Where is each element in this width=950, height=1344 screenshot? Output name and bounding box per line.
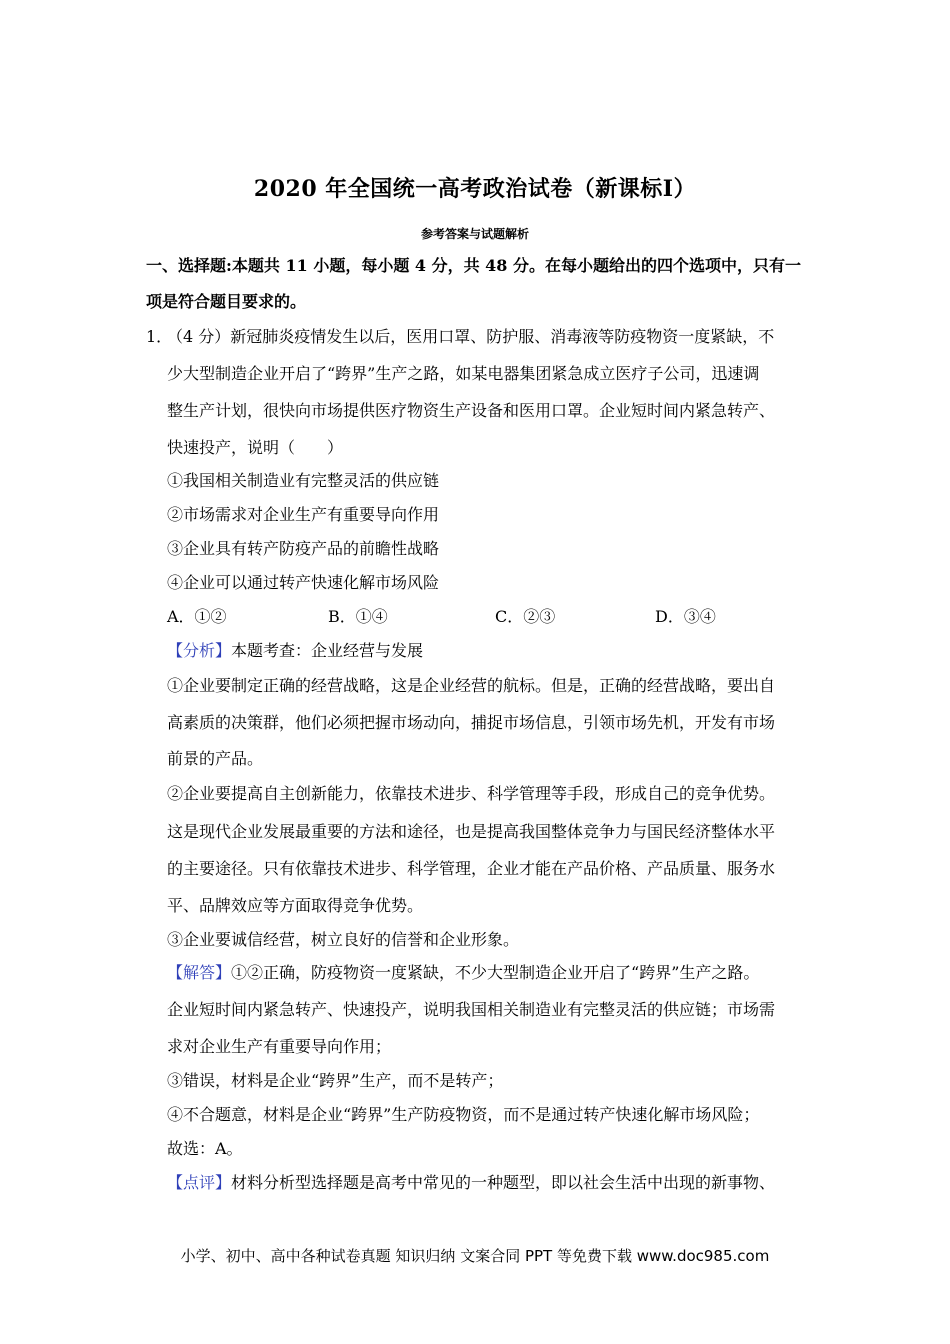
answer-tag: 【解答】 xyxy=(167,963,232,982)
answer-line: 求对企业生产有重要导向作用； xyxy=(167,1037,392,1056)
answer-heading xyxy=(167,963,759,983)
answer-line: 企业短时间内紧急转产、快速投产，说明我国相关制造业有完整灵活的供应链；市场需 xyxy=(167,1000,776,1019)
question-stem-line2: 少大型制造企业开启了“跨界”生产之路，如某电器集团紧急成立医疗子公司，迅速调 xyxy=(167,364,760,383)
question-stem-line4: 快速投产，说明（ ） xyxy=(167,438,344,457)
analysis-line: 平、品牌效应等方面取得竞争优势。 xyxy=(167,896,424,915)
statement-2: ②市场需求对企业生产有重要导向作用 xyxy=(167,505,440,524)
analysis-tag: 【分析】 xyxy=(167,641,232,660)
page-title: 2020 年全国统一高考政治试卷（新课标Ⅰ） xyxy=(253,176,697,202)
analysis-line: ②企业要提高自主创新能力，依靠技术进步、科学管理等手段，形成自己的竞争优势。 xyxy=(167,784,776,803)
analysis-line: ①企业要制定正确的经营战略，这是企业经营的航标。但是，正确的经营战略，要出自 xyxy=(167,676,776,695)
answer-first-line: ①②正确，防疫物资一度紧缺，不少大型制造企业开启了“跨界”生产之路。 xyxy=(231,963,760,982)
statement-4: ④企业可以通过转产快速化解市场风险 xyxy=(167,573,440,592)
analysis-intro: 本题考查：企业经营与发展 xyxy=(231,641,424,660)
option-c: C．②③ xyxy=(495,607,556,626)
page-footer: 小学、初中、高中各种试卷真题 知识归纳 文案合同 PPT 等免费下载 www.doc985.com xyxy=(180,1247,770,1265)
analysis-line: ③企业要诚信经营，树立良好的信誉和企业形象。 xyxy=(167,930,520,949)
comment-text: 材料分析型选择题是高考中常见的一种题型，即以社会生活中出现的新事物、 xyxy=(231,1173,776,1192)
section-heading-line2: 项是符合题目要求的。 xyxy=(146,292,307,311)
option-a: A．①② xyxy=(167,607,227,626)
comment-line xyxy=(167,1173,775,1193)
analysis-line: 前景的产品。 xyxy=(167,749,264,768)
analysis-line: 高素质的决策群，他们必须把握市场动向，捕捉市场信息，引领市场先机，开发有市场 xyxy=(167,713,776,732)
option-b: B．①④ xyxy=(328,607,388,626)
analysis-line: 这是现代企业发展最重要的方法和途径，也是提高我国整体竞争力与国民经济整体水平 xyxy=(167,822,776,841)
option-d: D．③④ xyxy=(655,607,716,626)
answer-line: 故选：A。 xyxy=(167,1139,243,1158)
analysis-heading xyxy=(167,641,423,661)
statement-1: ①我国相关制造业有完整灵活的供应链 xyxy=(167,471,440,490)
comment-tag: 【点评】 xyxy=(167,1173,232,1192)
question-stem-line1: （4 分）新冠肺炎疫情发生以后，医用口罩、防护服、消毒液等防疫物资一度紧缺，不 xyxy=(167,327,775,346)
answer-line: ③错误，材料是企业“跨界”生产，而不是转产； xyxy=(167,1071,504,1090)
answer-line: ④不合题意，材料是企业“跨界”生产防疫物资，而不是通过转产快速化解市场风险； xyxy=(167,1105,760,1124)
question-number: 1． xyxy=(146,327,173,346)
statement-3: ③企业具有转产防疫产品的前瞻性战略 xyxy=(167,539,440,558)
analysis-line: 的主要途径。只有依靠技术进步、科学管理，企业才能在产品价格、产品质量、服务水 xyxy=(167,859,776,878)
question-stem-line3: 整生产计划，很快向市场提供医疗物资生产设备和医用口罩。企业短时间内紧急转产、 xyxy=(167,401,776,420)
section-heading-line1: 一、选择题:本题共 11 小题，每小题 4 分，共 48 分。在每小题给出的四个选项中，只有一 xyxy=(146,256,801,275)
page-subtitle: 参考答案与试题解析 xyxy=(420,227,529,241)
